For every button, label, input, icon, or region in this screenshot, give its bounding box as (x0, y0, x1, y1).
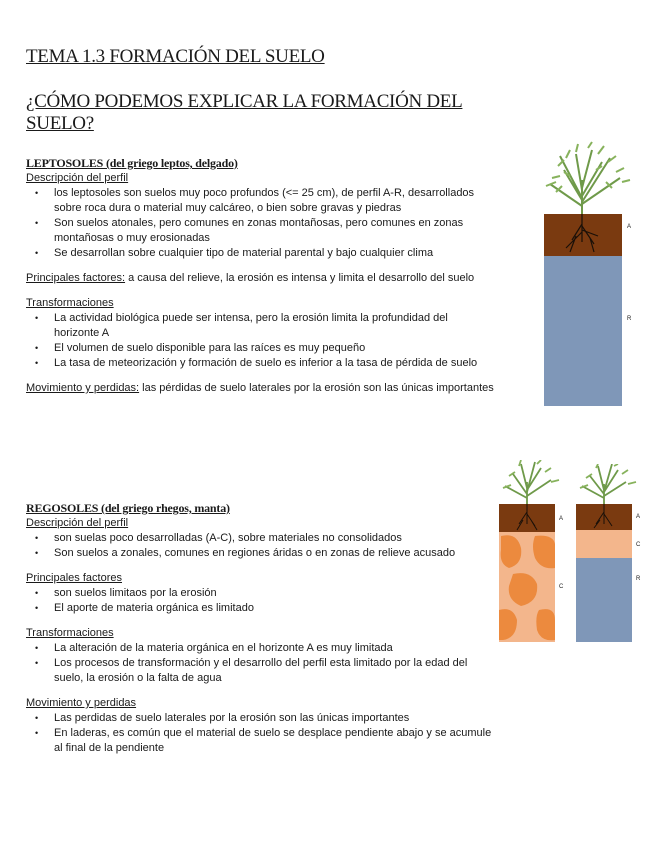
horizon-c-layer (576, 530, 632, 558)
horizon-c-label: C (636, 542, 641, 548)
horizon-a-label: A (559, 516, 564, 522)
list-item: • Las perdidas de suelo laterales por la erosión son las únicas importantes (54, 711, 494, 726)
regosoles-descripcion-label: Descripción del perfil (26, 517, 129, 529)
regosol-rock-profile-diagram (574, 464, 646, 644)
list-item: • El volumen de suelo disponible para las raíces es muy pequeño (54, 341, 494, 356)
list-item: • Se desarrollan sobre cualquier tipo de material parental y bajo cualquier clima (54, 246, 494, 261)
regosoles-transformaciones-list (26, 641, 494, 686)
leptosoles-heading: LEPTOSOLES (del griego leptos, delgado) (26, 156, 238, 170)
rock-r-layer (544, 256, 622, 406)
regosoles-descripcion-list (26, 531, 494, 561)
rock-r-layer (576, 558, 632, 642)
list-item: • La alteración de la materia orgánica en el horizonte A es muy limitada (54, 641, 494, 656)
plant-icon (580, 464, 636, 504)
regosol-profile-diagram (495, 460, 571, 644)
horizon-a-layer (544, 214, 622, 256)
leptosoles-section (26, 156, 494, 396)
plant-icon (503, 460, 559, 504)
leptosoles-transformaciones-list (26, 311, 494, 371)
horizon-a-label: A (636, 514, 641, 520)
list-item: • La tasa de meteorización y formación de suelo es inferior a la tasa de pérdida de suelo (54, 356, 494, 371)
list-item: • los leptosoles son suelos muy poco profundos (<= 25 cm), de perfil A-R, desarrollados sobre roca dura o material muy calcáreo, o bien sobre gravas y piedras (54, 186, 494, 216)
list-item: • Los procesos de transformación y el desarrollo del perfil esta limitado por la edad del suelo, la erosión o la falta de agua (54, 656, 494, 686)
regosoles-movimiento-list (26, 711, 494, 756)
list-item: • La actividad biológica puede ser intensa, pero la erosión limita la profundidad del horizonte A (54, 311, 494, 341)
horizon-r-label: R (627, 316, 632, 322)
regosoles-movimiento-label: Movimiento y perdidas (26, 697, 137, 709)
leptosoles-factores-text: a causa del relieve, la erosión es intensa y limita el desarrollo del suelo (125, 272, 475, 284)
regosoles-factores-label: Principales factores (26, 572, 122, 584)
plant-icon (546, 142, 630, 214)
leptosoles-movimiento-text: las pérdidas de suelo laterales por la erosión son las únicas importantes (139, 382, 494, 394)
regosoles-section (26, 501, 494, 756)
list-item: • son suelas poco desarrolladas (A-C), sobre materiales no consolidados (54, 531, 494, 546)
leptosoles-movimiento-label: Movimiento y perdidas: (26, 382, 140, 394)
leptosol-profile-diagram (536, 140, 636, 408)
list-item: • En laderas, es común que el material de suelo se desplace pendiente abajo y se acumule al final de la pendiente (54, 726, 494, 756)
leptosoles-movimiento (26, 381, 494, 396)
leptosoles-factores (26, 271, 494, 286)
leptosoles-descripcion-list (26, 186, 494, 261)
leptosoles-transformaciones-label: Transformaciones (26, 297, 114, 309)
list-item: • Son suelos a zonales, comunes en regiones áridas o en zonas de relieve acusado (54, 546, 494, 561)
page-subtitle: ¿CÓMO PODEMOS EXPLICAR LA FORMACIÓN DEL SUELO? (26, 91, 463, 134)
horizon-a-label: A (627, 224, 632, 230)
regosoles-heading: REGOSOLES (del griego rhegos, manta) (26, 501, 230, 515)
horizon-c-label: C (559, 584, 564, 590)
list-item: • son suelos limitaos por la erosión (54, 586, 494, 601)
regosoles-transformaciones-label: Transformaciones (26, 627, 114, 639)
page-title: TEMA 1.3 FORMACIÓN DEL SUELO (26, 46, 325, 67)
list-item: • Son suelos atonales, pero comunes en zonas montañosas, pero comunes en zonas montañosas o muy erosionadas (54, 216, 494, 246)
leptosoles-descripcion-label: Descripción del perfil (26, 172, 129, 184)
list-item: • El aporte de materia orgánica es limitado (54, 601, 494, 616)
horizon-r-label: R (636, 576, 641, 582)
regosoles-factores-list (26, 586, 494, 616)
leptosoles-factores-label: Principales factores: (26, 272, 126, 284)
